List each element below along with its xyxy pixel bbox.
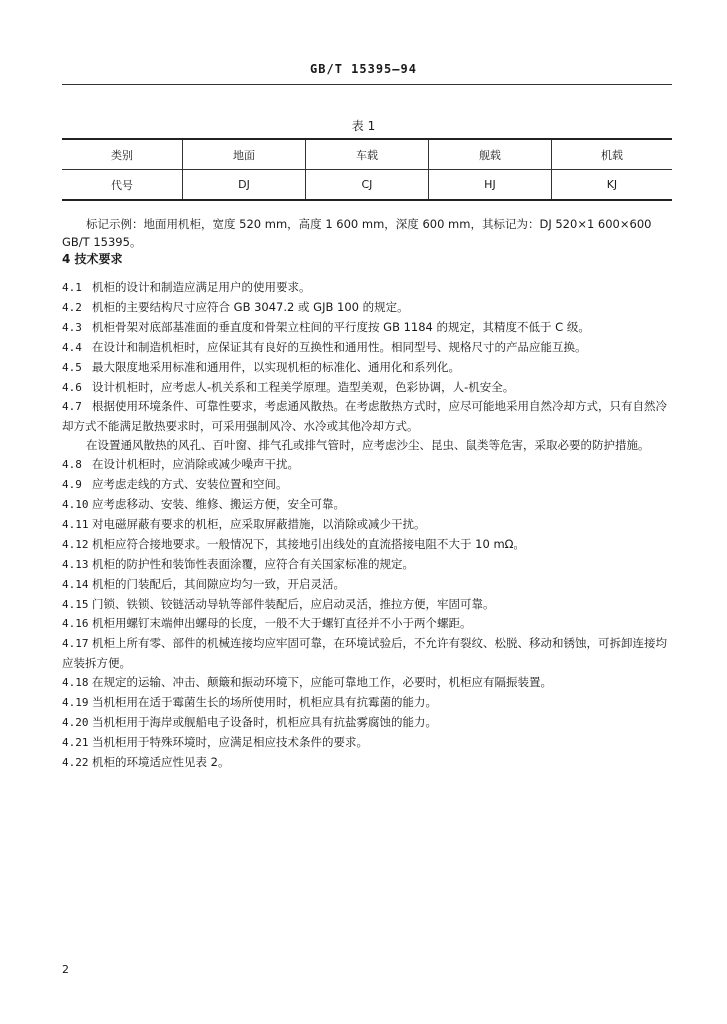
- clause-item: [62, 495, 674, 515]
- clause-text: 最大限度地采用标准和通用件，以实现机柜的标准化、通用化和系列化。: [92, 359, 460, 374]
- clause-number: 4.20: [62, 715, 89, 729]
- header-rule: [62, 84, 672, 85]
- clause-item: [62, 733, 674, 753]
- clause-number: 4.14: [62, 577, 89, 591]
- table-code-row: [62, 170, 672, 201]
- clause-text: 应考虑走线的方式、安装位置和空间。: [92, 477, 288, 492]
- clause-number: 4.8: [62, 458, 82, 472]
- clause-text: 机柜应符合接地要求。一般情况下，其接地引出线处的直流搭接电阻不大于 10 mΩ。: [92, 536, 525, 551]
- table-cell: DJ: [183, 170, 306, 201]
- clause-text: 在设计机柜时，应消除或减少噪声干扰。: [92, 457, 299, 472]
- clause-item: [62, 693, 674, 713]
- clause-item: [62, 753, 674, 773]
- clause-text: 应考虑移动、安装、维修、搬运方便，安全可靠。: [92, 496, 345, 511]
- clause-continuation: 在设置通风散热的风孔、百叶窗、排气孔或排气管时，应考虑沙尘、昆虫、鼠类等危害，采取必要的防护措施。: [86, 438, 650, 453]
- table-cell: KJ: [551, 170, 672, 201]
- clause-item: [62, 614, 674, 634]
- table-cell: HJ: [428, 170, 551, 201]
- clause-number: 4.12: [62, 537, 89, 551]
- clause-item: [62, 535, 674, 555]
- clause-number: 4.13: [62, 557, 89, 571]
- clause-text: 设计机柜时，应考虑人-机关系和工程美学原理。造型美观，色彩协调，人-机安全。: [92, 379, 515, 394]
- clause-text: 当机柜用于特殊环境时，应满足相应技术条件的要求。: [92, 734, 368, 749]
- clause-item: [62, 298, 674, 318]
- table-caption: 表 1: [351, 119, 376, 133]
- section-title: 4 技术要求: [62, 252, 123, 266]
- table-cell: 舰载: [428, 139, 551, 170]
- clause-item: [62, 318, 674, 338]
- table-cell: 机载: [551, 139, 672, 170]
- clause-number: 4.21: [62, 735, 89, 749]
- page-number: 2: [62, 963, 69, 976]
- clause-item: [62, 378, 674, 398]
- table-header-row: [62, 139, 672, 170]
- clause-number: 4.11: [62, 517, 89, 531]
- clause-number: 4.2: [62, 300, 82, 314]
- clause-text: 机柜用螺钉末端伸出螺母的长度，一般不大于螺钉直径并不小于两个螺距。: [92, 616, 472, 631]
- clause-number: 4.18: [62, 676, 89, 690]
- clause-number: 4.16: [62, 617, 89, 631]
- clause-number: 4.9: [62, 478, 82, 492]
- clause-text: 机柜的设计和制造应满足用户的使用要求。: [92, 280, 311, 294]
- clause-item: [62, 595, 674, 615]
- clause-number: 4.3: [62, 320, 82, 334]
- standard-number-header: GB/T 15395—94: [310, 62, 417, 76]
- clause-text: 机柜骨架对底部基准面的垂直度和骨架立柱间的平行度按 GB 1184 的规定，其精度不低于 C 级。: [92, 319, 590, 334]
- clause-item: [62, 634, 674, 673]
- clause-text: 机柜的主要结构尺寸应符合 GB 3047.2 或 GJB 100 的规定。: [92, 299, 409, 314]
- clause-text: 当机柜用于海岸或舰船电子设备时，机柜应具有抗盐雾腐蚀的能力。: [92, 714, 437, 729]
- category-code-table: [62, 138, 672, 201]
- marking-example-note: 标记示例：地面用机柜，宽度 520 mm，高度 1 600 mm，深度 600 mm，其标记为：DJ 520×1 600×600 GB/T 15395。: [62, 216, 652, 249]
- clause-item: [62, 397, 674, 436]
- clause-number: 4.10: [62, 497, 89, 511]
- clause-text: 机柜的门装配后，其间隙应均匀一致，开启灵活。: [92, 576, 345, 591]
- clause-text: 对电磁屏蔽有要求的机柜，应采取屏蔽措施，以消除或减少干扰。: [92, 516, 426, 531]
- clause-item: [62, 338, 674, 358]
- clause-list: [62, 278, 674, 773]
- clause-item: [62, 515, 674, 535]
- clause-text: 机柜的防护性和装饰性表面涂覆，应符合有关国家标准的规定。: [92, 556, 414, 571]
- clause-text: 机柜的环境适应性见表 2。: [92, 754, 230, 769]
- clause-item: [62, 713, 674, 733]
- clause-text: 当机柜用在适于霉菌生长的场所使用时，机柜应具有抗霉菌的能力。: [92, 695, 437, 710]
- table-cell: 车载: [305, 139, 428, 170]
- clause-item: [62, 455, 674, 475]
- clause-text: 门锁、铁锁、铰链活动导轨等部件装配后，应启动灵活，推拉方便，牢固可靠。: [92, 596, 495, 611]
- clause-number: 4.7: [62, 400, 82, 414]
- clause-number: 4.6: [62, 380, 82, 394]
- clause-number: 4.5: [62, 360, 82, 374]
- clause-text: 根据使用环境条件、可靠性要求，考虑通风散热。在考虑散热方式时，应尽可能地采用自然冷却方式，只有自然冷却方式不能满足散热要求时，可采用强制风冷、水冷或其他冷却方式。: [62, 399, 667, 434]
- clause-number: 4.19: [62, 696, 89, 710]
- clause-text: 在设计和制造机柜时，应保证其有良好的互换性和通用性。相同型号、规格尺寸的产品应能互换。: [92, 339, 587, 354]
- table-cell: 地面: [183, 139, 306, 170]
- clause-number: 4.15: [62, 597, 89, 611]
- clause-item: [62, 555, 674, 575]
- table-cell: 类别: [62, 139, 183, 170]
- clause-text: 在规定的运输、冲击、颠簸和振动环境下，应能可靠地工作，必要时，机柜应有隔振装置。: [92, 675, 552, 690]
- clause-number: 4.17: [62, 637, 89, 651]
- clause-item: [62, 673, 674, 693]
- table-cell: CJ: [305, 170, 428, 201]
- clause-text: 机柜上所有零、部件的机械连接均应牢固可靠，在环境试验后，不允许有裂纹、松脱、移动和锈蚀，可拆卸连接均应装拆方便。: [62, 636, 667, 671]
- clause-number: 4.22: [62, 755, 89, 769]
- table-cell: 代号: [62, 170, 183, 201]
- clause-number: 4.1: [62, 281, 82, 294]
- clause-item: [62, 358, 674, 378]
- clause-item: [62, 575, 674, 595]
- clause-item: [62, 475, 674, 495]
- clause-item: [62, 278, 674, 298]
- clause-number: 4.4: [62, 340, 82, 354]
